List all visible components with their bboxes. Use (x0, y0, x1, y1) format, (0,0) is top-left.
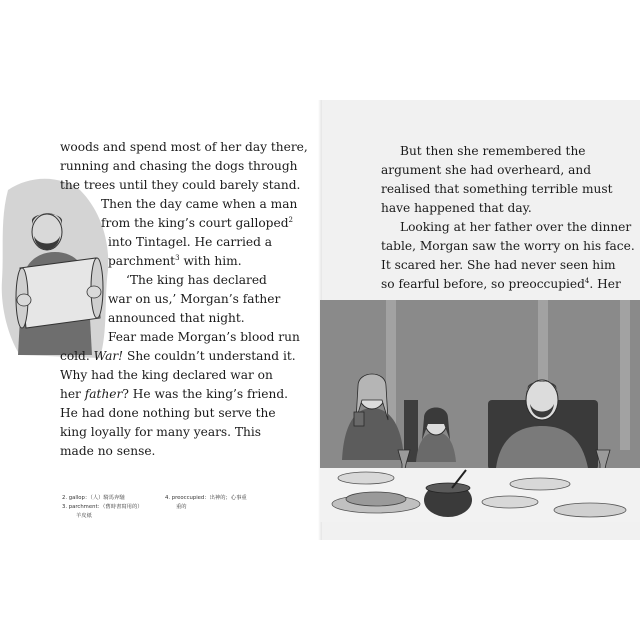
left-line-17: made no sense. (60, 444, 156, 458)
left-line-2: running and chasing the dogs through (60, 159, 298, 173)
plate-2 (510, 478, 570, 490)
plate-1 (338, 472, 394, 484)
left-line-14-text-a: her (60, 387, 81, 401)
left-line-15: He had done nothing but serve the (60, 406, 276, 420)
right-line-6: table, Morgan saw the worry on his face. (381, 239, 635, 253)
left-line-14-italic: father (84, 387, 123, 401)
left-line-5-text: from the king’s court galloped (101, 216, 289, 230)
footnote-preoccupied: 4. preoccupied：出神的；心事重 (165, 495, 247, 501)
plate-3 (554, 503, 626, 517)
left-line-11: Fear made Morgan’s blood run (108, 330, 300, 344)
left-line-14 (60, 385, 288, 404)
left-line-12-italic: War! (93, 349, 124, 363)
footnote-parchment: 3. parchment：（舊時書寫用的） (62, 504, 143, 510)
footnote-parchment-cont: 羊皮紙 (76, 513, 92, 519)
footnote-ref-gallop: 2 (288, 215, 293, 224)
man-with-parchment-illustration (0, 170, 110, 360)
man-hand-left (17, 294, 31, 306)
left-line-7 (108, 252, 242, 271)
stew-pot-rim (426, 483, 470, 493)
right-line-7: It scared her. She had never seen him (381, 258, 616, 272)
left-line-4: Then the day came when a man (101, 197, 298, 211)
left-line-12 (60, 347, 296, 366)
man-hand-right (87, 286, 101, 298)
right-line-8-text-b: . Her (589, 277, 621, 291)
footnote-preoccupied-cont: 重的 (176, 504, 187, 510)
right-line-2: argument she had overheard, and (381, 163, 591, 177)
left-line-13: Why had the king declared war on (60, 368, 273, 382)
dinner-scene-illustration (320, 300, 640, 522)
left-line-8: ‘The king has declared (126, 273, 267, 287)
right-line-4: have happened that day. (381, 201, 532, 215)
right-line-8-text-a: so fearful before, so preoccupied (381, 277, 585, 291)
right-line-8 (381, 275, 621, 294)
left-line-5 (101, 214, 293, 233)
right-line-1: But then she remembered the (400, 144, 586, 158)
footnote-gallop: 2. gallop：（人）騎馬奔馳 (62, 495, 125, 501)
left-line-1: woods and spend most of her day there, (60, 140, 308, 154)
left-line-10: announced that night. (108, 311, 245, 325)
plate-4 (482, 496, 538, 508)
right-line-5: Looking at her father over the dinner (400, 220, 632, 234)
right-line-3: realised that something terrible must (381, 182, 613, 196)
left-line-3: the trees until they could barely stand. (60, 178, 301, 192)
left-line-16: king loyally for many years. This (60, 425, 262, 439)
left-line-7-text-b: with him. (183, 254, 242, 268)
footnote-ref-parchment: 3 (175, 253, 180, 262)
footnote-ref-preoccupied: 4 (584, 276, 590, 285)
left-line-6: into Tintagel. He carried a (108, 235, 273, 249)
bread-loaf (346, 492, 406, 506)
wall-pillar-3 (620, 300, 630, 450)
left-line-7-text-a: parchment (108, 254, 176, 268)
left-line-12-text-a: cold. (60, 349, 90, 363)
left-line-12-text-b: She couldn’t understand it. (126, 349, 296, 363)
left-line-9: war on us,’ Morgan’s father (108, 292, 281, 306)
woman-cup (354, 412, 364, 426)
left-line-14-text-b: ? He was the king’s friend. (122, 387, 289, 401)
